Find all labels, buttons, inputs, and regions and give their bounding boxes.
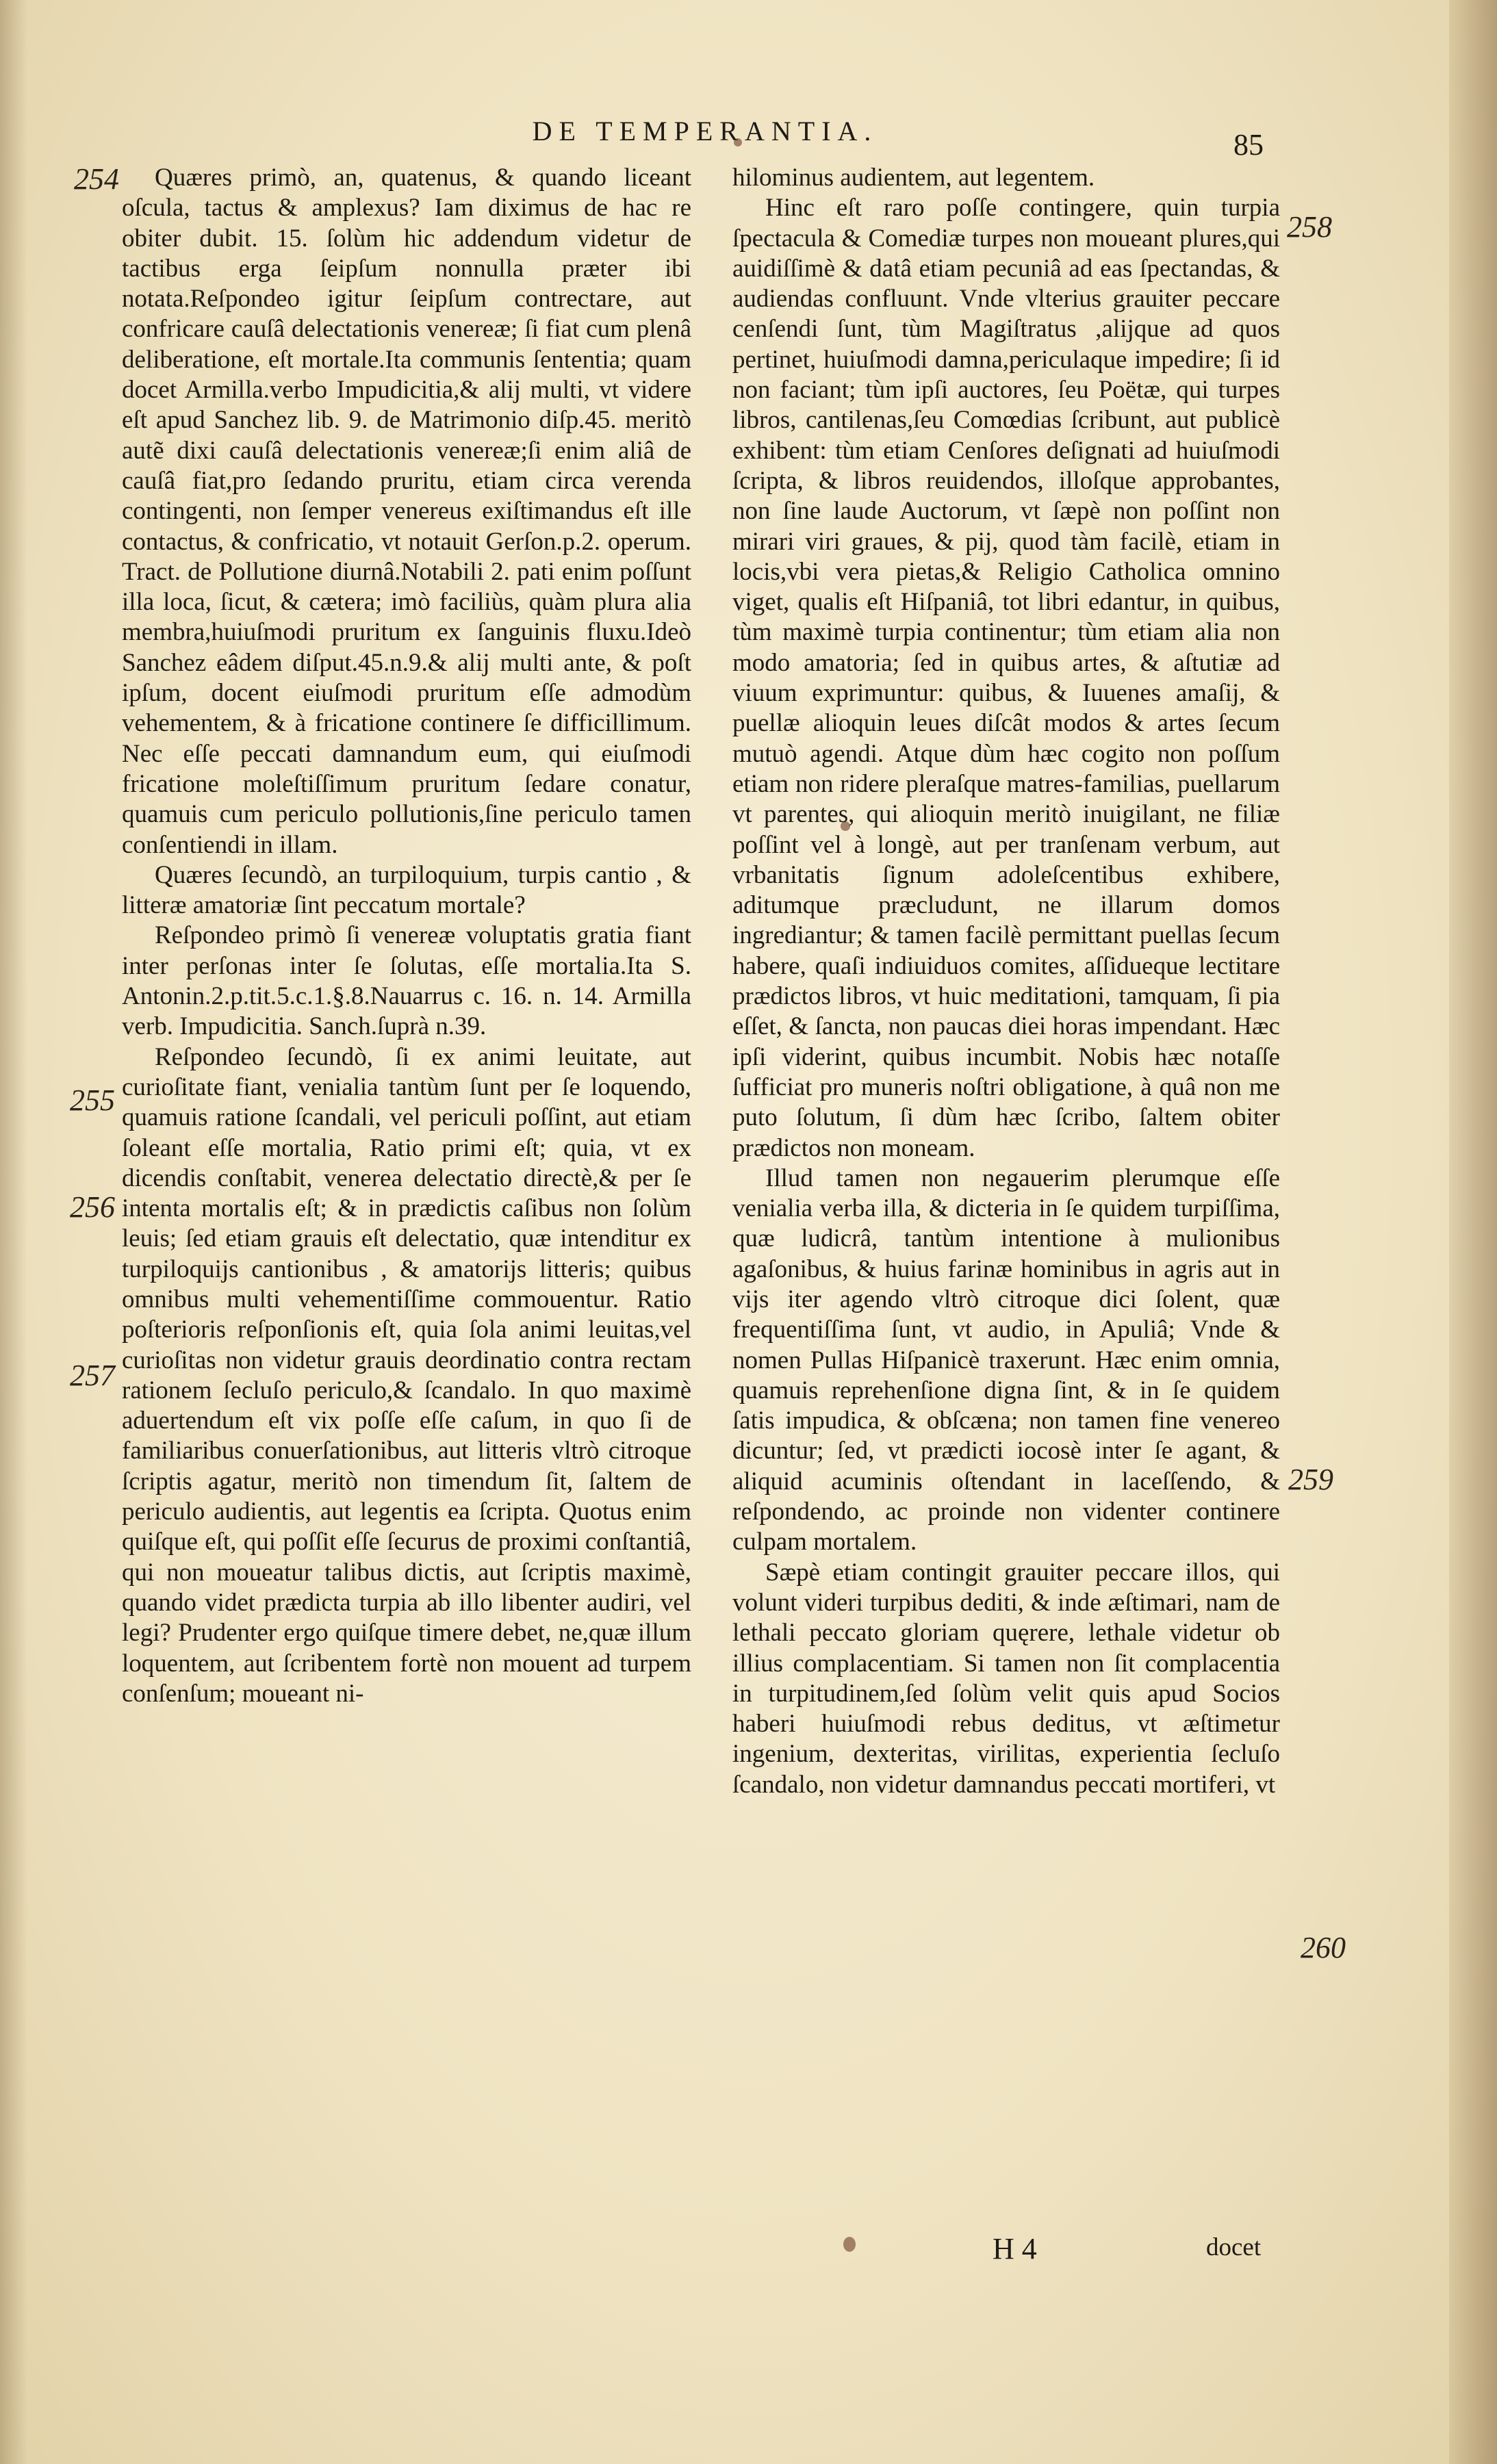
right-column [732,163,1280,1800]
catchword: docet [1206,2233,1262,2261]
paragraph: Hinc eſt raro poſſe contingere, quin turpia ſpectacula & Comediæ turpes non moueant plures,qui auidiſſimè & datâ etiam pecuniâ ad eas ſpectandas, & audiendas confluunt. Vnde vlterius grauiter peccare cenſendi ſunt, tùm Magiſtratus ,alijque ad quos pertinet, huiuſmodi damna,periculaque impedire; ſi id non faciant; tùm ipſi auctores, ſeu Poëtæ, qui turpes libros, cantilenas,ſeu Comœdias ſcribunt, aut publicè exhibent: tùm etiam Cenſores deſignati ad huiuſmodi ſcripta, & libros reuidendos, illoſque approbantes, non ſine laude Auctorum, vt ſæpè non poſſint non mirari viri graues, & pij, quod tàm facilè, etiam in locis,vbi vera pietas,& Religio Catholica omnino viget, qualis eſt Hiſpaniâ, tot libri edantur, in quibus, tùm maximè turpia continentur; tùm etiam alia non modo amatoria; ſed in quibus artes, & aſtutiæ ad viuum exprimuntur: quibus, & Iuuenes amaſij, & puellæ alioquin leues diſcât modos & artes ſecum mutuò agendi. Atque dùm hæc cogito non poſſum etiam non ridere pleraſque matres-familias, puellarum vt parentes, qui alioquin meritò inuigilant, ne filiæ poſſint vel à longè, aut per tranſenam verbum, aut vrbanitatis ſignum adoleſcentibus exhibere, aditumque præcludunt, ne illarum domos ingrediantur; & tamen facilè permittant puellas ſecum habere, quaſi indiuiduos comites, aſſidueque lectitare prædictos libros, vt huic meditationi, tamquam, ſi pia eſſet, & ſancta, non paucas diei horas impendant. Hæc ipſi viderint, quibus incumbit. Nobis hæc notaſſe ſufficiat pro muneris noſtri obligatione, à quâ non me puto ſolutum, ſi dùm hæc ſcribo, ſaltem obiter prædictos non moneam. [732,194,1280,1162]
page-number: 85 [1233,128,1264,162]
running-title: DE TEMPERANTIA. [532,116,878,146]
margin-number: 254 [74,162,119,196]
left-column [122,163,691,1709]
signature-mark: H 4 [993,2232,1037,2266]
margin-number: 256 [70,1190,115,1224]
margin-number: 259 [1288,1463,1333,1496]
paragraph: Reſpondeo primò ſi venereæ voluptatis gratia fiant inter perſonas inter ſe ſolutas, eſſe mortalia.Ita S. Antonin.2.p.tit.5.c.1.§.8.Nauarrus c. 16. n. 14. Armilla verb. Impudicitia. Sanch.ſuprà n.39. [122,921,691,1041]
margin-number: 255 [70,1083,115,1117]
paragraph: Sæpè etiam contingit grauiter peccare illos, qui volunt videri turpibus dediti, & inde æſtimari, nam de lethali peccato gloriam quęrere, lethale videtur ob illius complacentiam. Si tamen non ſit complacentia in turpitudinem,ſed ſolùm velit quis apud Socios haberi huiuſmodi rebus deditus, vt æſtimetur ingenium, dexteritas, virilitas, experientia ſecluſo ſcandalo, non videtur damnandus peccati mortiferi, vt [732,1558,1280,1799]
paragraph: Illud tamen non negauerim plerumque eſſe venialia verba illa, & dicteria in ſe quidem turpiſſima, quæ ludicrâ, tantùm intentione à mulionibus agaſonibus, & huius farinæ hominibus in agris aut in vijs iter agendo vltrò citroque dici ſolent, quæ frequentiſſima ſunt, vt audio, in Apuliâ; Vnde & nomen Pullas Hiſpanicè traxerunt. Hæc enim omnia, quamuis reprehenſione digna ſint, & in ſe quidem ſatis impudica, & obſcæna; non tamen fine venereo dicuntur; ſed, vt prædicti iocosè inter ſe agant, & aliquid acuminis oſtendant in laceſſendo, & reſpondendo, ac proinde non videnter continere culpam mortalem. [732,1164,1280,1556]
page-header [0,115,1497,163]
paragraph: Reſpondeo ſecundò, ſi ex animi leuitate, aut curioſitate fiant, venialia tantùm ſunt per ſe loquendo, quamuis ratione ſcandali, vel periculi poſſint, aut etiam ſoleant eſſe mortalia, Ratio primi eſt; quia, vt ex dicendis conſtabit, venerea delectatio directè,& per ſe intenta mortalis eſt; & in prædictis caſibus non ſolùm leuis; ſed etiam grauis eſt delectatio, quæ intenditur ex turpiloquijs cantionibus , & amatorijs litteris; quibus omnibus multi vehementiſſime commouentur. Ratio poſterioris reſponſionis eſt, quia ſola animi leuitas,vel curioſitas non videtur grauis deordinatio contra rectam rationem ſecluſo periculo,& ſcandalo. In quo maximè aduertendum eſt vix poſſe eſſe caſum, in quo ſi de familiaribus conuerſationibus, aut litteris vltrò citroque ſcriptis agatur, meritò non timendum ſit, ſaltem de periculo audientis, aut legentis ea ſcripta. Quotus enim quiſque eſt, qui poſſit eſſe ſecurus de proximi conſtantiâ, qui non moueatur talibus dictis, aut ſcriptis maximè, quando videt prædicta turpia ab illo libenter audiri, vel legi? Prudenter ergo quiſque timere debet, ne,quæ illum loquentem, aut ſcribentem fortè non mouent ad turpem conſenſum; moueant ni- [122,1042,691,1708]
paragraph: Quæres ſecundò, an turpiloquium, turpis cantio , & litteræ amatoriæ ſint peccatum mortale? [122,860,691,920]
margin-number: 258 [1287,210,1332,244]
margin-number: 257 [70,1359,115,1392]
paragraph: hilominus audientem, aut legentem. [732,164,1095,192]
paragraph: Quæres primò, an, quatenus, & quando liceant oſcula, tactus & amplexus? Iam diximus de hac re obiter dubit. 15. ſolùm hic addendum videtur de tactibus erga ſeipſum nonnulla præter ibi notata.Reſpondeo igitur ſeipſum contrectare, aut confricare cauſâ delectationis venereæ; ſi fiat cum plenâ deliberatione, eſt mortale.Ita communis ſententia; quam docet Armilla.verbo Impudicitia,& alij multi, vt videre eſt apud Sanchez lib. 9. de Matrimonio diſp.45. meritò autẽ dixi cauſâ delectationis venereæ;ſi enim aliâ de cauſâ fiat,pro ſedando pruritu, etiam circa verenda contingenti, non ſemper venereus exiſtimandus eſt ille contactus, & confricatio, vt notauit Gerſon.p.2. operum. Tract. de Pollutione diurnâ.Notabili 2. pati enim poſſunt illa loca, ſicut, & cætera; imò faciliùs, quàm plura alia membra,huiuſmodi pruritum ex ſanguinis fluxu.Ideò Sanchez eâdem diſput.45.n.9.& alij multi ante, & poſt ipſum, docent eiuſmodi pruritum eſſe admodùm vehementem, & à fricatione continere ſe difficillimum. Nec eſſe peccati damnandum eum, qui eiuſmodi fricatione moleſtiſſimum pruritum ſedare conatur, quamuis cum periculo pollutionis,ſine periculo tamen conſentiendi in illam. [122,164,691,859]
ink-stain [843,2237,856,2252]
margin-number: 260 [1301,1931,1346,1964]
